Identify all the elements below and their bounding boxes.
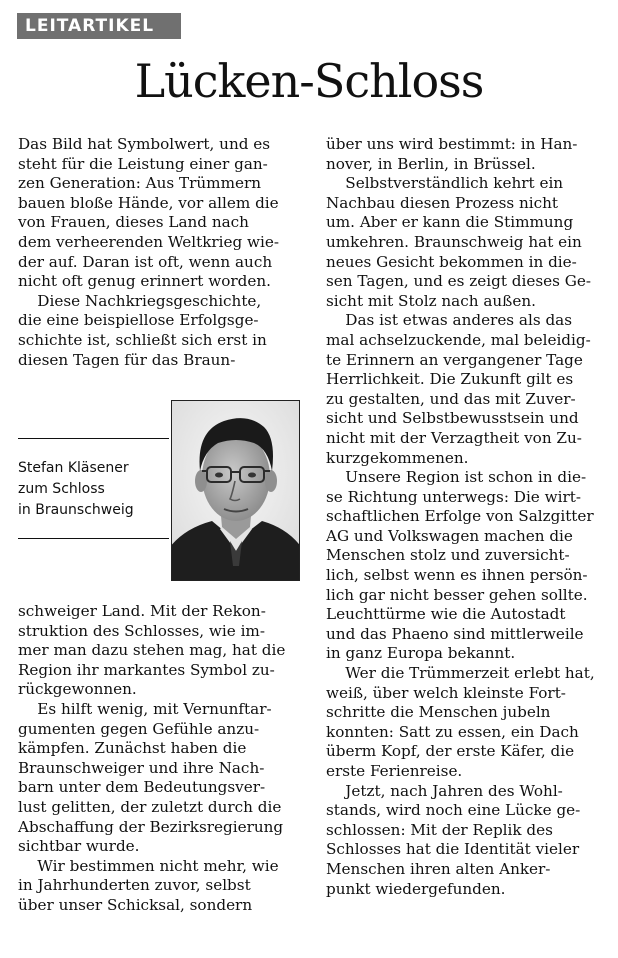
article-text-line: Herrlichkeit. Die Zukunft gilt es [326,370,574,389]
article-text-line: sichtbar wurde. [18,837,140,856]
article-text-line: lich, selbst wenn es ihnen persön- [326,566,588,585]
article-text-line: barn unter dem Bedeutungsver- [18,778,266,797]
article-text-line: lich gar nicht besser gehen sollte. [326,585,588,604]
author-photo [171,400,300,581]
article-text-line: kämpfen. Zunächst haben die [18,739,247,758]
article-text-line: Wir bestimmen nicht mehr, wie [18,856,279,875]
article-text-line: Unsere Region ist schon in die- [326,468,587,487]
article-text-line: Schlosses hat die Identität vieler [326,840,580,859]
article-text-line: Abschaffung der Bezirksregierung [18,817,284,836]
article-text-line: kurzgekommenen. [326,448,469,467]
article-text-line: schaftlichen Erfolge von Salzgitter [326,507,594,526]
article-text-line: mer man dazu stehen mag, hat die [18,641,286,660]
section-label: LEITARTIKEL [17,13,181,39]
article-text-line: umkehren. Braunschweig hat ein [326,232,582,251]
article-text-line: erste Ferienreise. [326,762,463,780]
article-text-line: stands, wird noch eine Lücke ge- [326,801,581,820]
article-text-line: konnten: Satt zu essen, ein Dach [326,722,579,741]
article-text-line: Jetzt, nach Jahren des Wohl- [326,781,563,800]
article-text-line: bauen bloße Hände, vor allem die [18,193,279,212]
article-text-line: rückgewonnen. [18,680,137,699]
article-text-line: der auf. Daran ist oft, wenn auch [18,252,273,271]
article-text-line: te Erinnern an vergangener Tage [326,350,583,369]
article-text-line: Nachbau diesen Prozess nicht [326,193,559,212]
article-text-line: in Jahrhunderten zuvor, selbst [18,876,251,895]
article-text-line: Menschen ihren alten Anker- [326,859,551,878]
article-text-line: Diese Nachkriegsgeschichte, [18,291,262,310]
article-text-line: steht für die Leistung einer gan- [18,154,268,173]
article-text-line: Region ihr markantes Symbol zu- [18,660,275,679]
article-column-left-bottom [18,602,285,916]
article-text-line: Selbstverständlich kehrt ein [326,174,564,193]
article-text-line: dem verheerenden Weltkrieg wie- [18,232,280,251]
byline-rule-bottom [18,538,169,539]
article-text-line: Leuchttürme wie die Autostadt [326,605,566,624]
article-text-line: und das Phaeno sind mittlerweile [326,624,584,643]
article-text-line: gumenten gegen Gefühle anzu- [18,719,260,738]
article-text-line: die eine beispiellose Erfolgsge- [18,311,259,330]
article-text-line: zen Generation: Aus Trümmern [18,174,262,193]
byline-topic: zum Schloss [18,481,105,497]
article-text-line: diesen Tagen für das Braun- [18,350,236,369]
article-text-line: Es hilft wenig, mit Vernunftar- [18,699,272,718]
article-text-line: sen Tagen, und es zeigt dieses Ge- [326,272,591,291]
article-text-line: se Richtung unterwegs: Die wirt- [326,487,581,506]
article-text-line: Braunschweiger und ihre Nach- [18,758,265,777]
article-text-line: zu gestalten, und das mit Zuver- [326,389,576,408]
article-text-line: struktion des Schlosses, wie im- [18,621,265,640]
article-text-line: nicht oft genug erinnert worden. [18,272,271,291]
author-byline [18,458,134,521]
article-text-line: nover, in Berlin, in Brüssel. [326,154,536,173]
article-text-line: in ganz Europa bekannt. [326,644,516,663]
article-text-line: Das Bild hat Symbolwert, und es [18,135,271,153]
article-text-line: lust gelitten, der zuletzt durch die [18,797,282,816]
article-text-line: sicht mit Stolz nach außen. [326,291,536,310]
article-text-line: schlossen: Mit der Replik des [326,820,553,839]
article-text-line: von Frauen, dieses Land nach [18,213,249,232]
article-column-left-top [18,135,279,370]
article-text-line: punkt wiedergefunden. [326,879,506,898]
article-text-line: Das ist etwas anderes als das [326,311,573,330]
byline-author: Stefan Kläsener [18,460,129,476]
article-text-line: Menschen stolz und zuversicht- [326,546,570,565]
article-column-right [326,135,595,899]
article-text-line: über uns wird bestimmt: in Han- [326,135,578,153]
article-text-line: nicht mit der Verzagtheit von Zu- [326,428,582,447]
article-text-line: mal achselzuckende, mal beleidig- [326,330,591,349]
article-text-line: um. Aber er kann die Stimmung [326,213,574,232]
article-text-line: neues Gesicht bekommen in die- [326,252,577,271]
article-text-line: AG und Volkswagen machen die [326,526,573,545]
article-text-line: Wer die Trümmerzeit erlebt hat, [326,664,595,683]
article-text-line: schweiger Land. Mit der Rekon- [18,602,266,620]
author-portrait-icon [172,401,299,580]
article-text-line: weiß, über welch kleinste Fort- [326,683,566,702]
headline: Lücken-Schloss [134,54,484,108]
article-text-line: über unser Schicksal, sondern [18,895,253,914]
article-text-line: schritte die Menschen jubeln [326,703,551,722]
article-text-line: überm Kopf, der erste Käfer, die [326,742,575,761]
byline-location: in Braunschweig [18,502,134,518]
article-text-line: schichte ist, schließt sich erst in [18,330,267,349]
article-text-line: sicht und Selbstbewusstsein und [326,409,579,428]
byline-rule-top [18,438,169,439]
